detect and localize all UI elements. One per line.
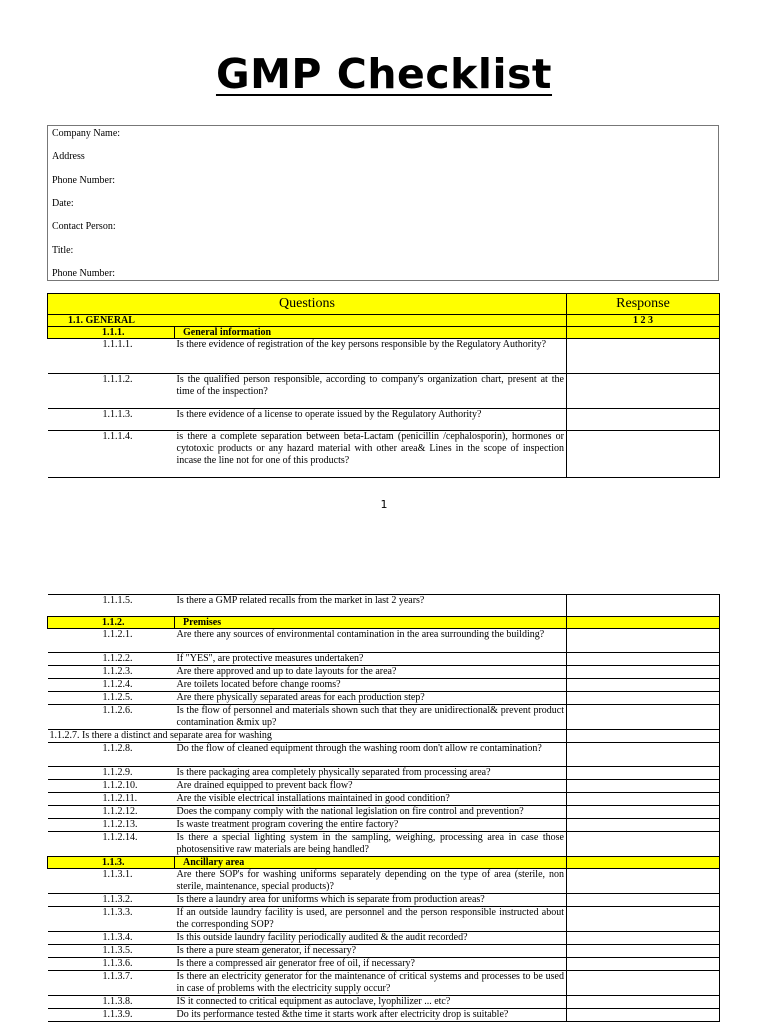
table-row xyxy=(48,945,720,958)
table-row xyxy=(48,730,720,743)
table-row xyxy=(48,780,720,793)
question-number: 1.1.2.9. xyxy=(102,767,133,778)
table-row xyxy=(48,666,720,679)
response-cell[interactable] xyxy=(567,996,720,1009)
subsection-row-general-info xyxy=(48,327,720,339)
question-text: Is this outside laundry facility periodically audited & the audit recorded? xyxy=(175,932,567,945)
contact-person-label: Contact Person: xyxy=(52,221,116,232)
checklist-table-page-2 xyxy=(47,594,720,1022)
table-header-row xyxy=(48,294,720,315)
response-cell[interactable] xyxy=(567,1009,720,1022)
question-number: 1.1.3.4. xyxy=(102,932,133,943)
checklist-table-page-1 xyxy=(47,293,720,478)
company-info-box xyxy=(47,125,719,281)
subsection-number: 1.1.2. xyxy=(102,617,125,628)
question-number: 1.1.2.6. xyxy=(102,705,133,716)
table-row xyxy=(48,743,720,767)
table-row xyxy=(48,595,720,617)
table-row xyxy=(48,1009,720,1022)
question-text: Is there evidence of registration of the key persons responsible by the Regulatory Authority? xyxy=(175,339,567,374)
page-number: 1 xyxy=(380,498,388,511)
table-row xyxy=(48,869,720,894)
question-text: Is there a GMP related recalls from the market in last 2 years? xyxy=(175,595,567,617)
table-row xyxy=(48,832,720,857)
table-row xyxy=(48,894,720,907)
response-cell[interactable] xyxy=(567,595,720,617)
section-row-general xyxy=(48,315,720,327)
response-cell[interactable] xyxy=(567,780,720,793)
table-row xyxy=(48,409,720,431)
table-row xyxy=(48,806,720,819)
table-row xyxy=(48,653,720,666)
question-text: Is the flow of personnel and materials shown such that they are unidirectional& prevent product contamination &mix up? xyxy=(175,705,567,730)
question-number: 1.1.2.2. xyxy=(102,653,133,664)
section-general-label: 1.1. GENERAL xyxy=(48,315,567,327)
question-text-merged: 1.1.2.7. Is there a distinct and separate area for washing xyxy=(48,730,567,743)
response-cell[interactable] xyxy=(567,374,720,409)
response-header: Response xyxy=(567,294,720,315)
table-row xyxy=(48,996,720,1009)
response-scale: 1 2 3 xyxy=(567,315,720,327)
questions-header: Questions xyxy=(48,294,567,315)
question-number: 1.1.1.3. xyxy=(102,409,133,420)
table-row xyxy=(48,705,720,730)
table-row xyxy=(48,679,720,692)
subsection-label: Premises xyxy=(175,617,567,629)
subsection-row-premises xyxy=(48,617,720,629)
response-cell[interactable] xyxy=(567,666,720,679)
question-text: Does the company comply with the national legislation on fire control and prevention? xyxy=(175,806,567,819)
question-number: 1.1.3.6. xyxy=(102,958,133,969)
question-text: Do the flow of cleaned equipment through the washing room don't allow re contamination? xyxy=(175,743,567,767)
subsection-label: General information xyxy=(175,327,567,339)
subsection-label: Ancillary area xyxy=(175,857,567,869)
question-number: 1.1.1.1. xyxy=(102,339,133,350)
question-text: If "YES", are protective measures undertaken? xyxy=(175,653,567,666)
response-cell[interactable] xyxy=(567,832,720,857)
question-text: Is there an electricity generator for the maintenance of critical systems and processes to be used in case of problems with the electricity supply occur? xyxy=(175,971,567,996)
question-text: Are drained equipped to prevent back flow? xyxy=(175,780,567,793)
subsection-number: 1.1.1. xyxy=(48,327,175,339)
question-text: Is there packaging area completely physically separated from processing area? xyxy=(175,767,567,780)
table-row xyxy=(48,629,720,653)
question-text: Is there a pure steam generator, if necessary? xyxy=(175,945,567,958)
phone-number-label: Phone Number: xyxy=(52,175,116,186)
question-text: Is the qualified person responsible, according to company's organization chart, present at the time of the inspection? xyxy=(175,374,567,409)
question-text: Are there any sources of environmental contamination in the area surrounding the building? xyxy=(175,629,567,653)
table-row xyxy=(48,767,720,780)
question-number: 1.1.3.2. xyxy=(102,894,133,905)
response-cell[interactable] xyxy=(567,679,720,692)
response-cell[interactable] xyxy=(567,327,720,339)
response-cell[interactable] xyxy=(567,932,720,945)
phone-number-label-2: Phone Number: xyxy=(52,268,116,279)
response-cell[interactable] xyxy=(567,793,720,806)
response-cell[interactable] xyxy=(567,431,720,478)
table-row xyxy=(48,692,720,705)
question-number: 1.1.3.1. xyxy=(102,869,133,880)
response-cell[interactable] xyxy=(567,819,720,832)
table-row xyxy=(48,932,720,945)
table-row xyxy=(48,339,720,374)
response-cell[interactable] xyxy=(567,409,720,431)
response-cell[interactable] xyxy=(567,894,720,907)
question-number: 1.1.1.4. xyxy=(102,431,133,442)
company-name-label: Company Name: xyxy=(52,128,121,139)
question-text: Do its performance tested &the time it starts work after electricity drop is suitable? xyxy=(175,1009,567,1022)
question-text: Is there evidence of a license to operate issued by the Regulatory Authority? xyxy=(175,409,567,431)
question-text: Is there a laundry area for uniforms which is separate from production areas? xyxy=(175,894,567,907)
response-cell[interactable] xyxy=(567,971,720,996)
question-number: 1.1.3.8. xyxy=(102,996,133,1007)
response-cell[interactable] xyxy=(567,945,720,958)
question-text: Is there a special lighting system in the sampling, weighing, processing area in case those photosensitive raw materials are being handled? xyxy=(175,832,567,857)
response-cell[interactable] xyxy=(567,339,720,374)
question-number: 1.1.2.13. xyxy=(102,819,138,830)
table-row xyxy=(48,958,720,971)
response-cell[interactable] xyxy=(567,857,720,869)
date-label: Date: xyxy=(52,198,74,209)
question-number: 1.1.3.7. xyxy=(102,971,133,982)
response-cell[interactable] xyxy=(567,653,720,666)
question-text: Are there approved and up to date layouts for the area? xyxy=(175,666,567,679)
question-number: 1.1.1.2. xyxy=(102,374,133,385)
response-cell[interactable] xyxy=(567,907,720,932)
subsection-row-ancillary xyxy=(48,857,720,869)
question-number: 1.1.2.10. xyxy=(102,780,138,791)
table-row xyxy=(48,819,720,832)
question-text: Are there SOP's for washing uniforms separately depending on the type of area (sterile, non sterile, maintenance, special products)? xyxy=(175,869,567,894)
question-text: Are toilets located before change rooms? xyxy=(175,679,567,692)
response-cell[interactable] xyxy=(567,629,720,653)
title-label: Title: xyxy=(52,245,74,256)
response-cell[interactable] xyxy=(567,730,720,743)
question-text: is there a complete separation between beta-Lactam (penicillin /cephalosporin), hormones or cytotoxic products or any hazard material with other area& Lines in the scope of inspection incase the line not for one of this products? xyxy=(175,431,567,478)
response-cell[interactable] xyxy=(567,958,720,971)
question-number: 1.1.3.3. xyxy=(102,907,133,918)
address-label: Address xyxy=(52,151,85,162)
question-number: 1.1.1.5. xyxy=(102,595,133,606)
response-cell[interactable] xyxy=(567,617,720,629)
question-number: 1.1.2.14. xyxy=(102,832,138,843)
table-row xyxy=(48,431,720,478)
response-cell[interactable] xyxy=(567,743,720,767)
question-text: If an outside laundry facility is used, are personnel and the person responsible instructed about the corresponding SOP? xyxy=(175,907,567,932)
response-cell[interactable] xyxy=(567,705,720,730)
table-row xyxy=(48,907,720,932)
question-number: 1.1.2.1. xyxy=(102,629,133,640)
question-text: IS it connected to critical equipment as autoclave, lyophilizer ... etc? xyxy=(175,996,567,1009)
table-row xyxy=(48,971,720,996)
response-cell[interactable] xyxy=(567,869,720,894)
question-number: 1.1.3.5. xyxy=(102,945,133,956)
question-number: 1.1.2.11. xyxy=(102,793,138,804)
question-text: Are there physically separated areas for each production step? xyxy=(175,692,567,705)
table-row xyxy=(48,793,720,806)
response-cell[interactable] xyxy=(567,692,720,705)
question-text: Is waste treatment program covering the entire factory? xyxy=(175,819,567,832)
question-number: 1.1.2.5. xyxy=(102,692,133,703)
question-number: 1.1.3.9. xyxy=(102,1009,133,1020)
question-number: 1.1.2.12. xyxy=(102,806,138,817)
question-number: 1.1.2.4. xyxy=(102,679,133,690)
question-number: 1.1.2.8. xyxy=(102,743,133,754)
question-text: Is there a compressed air generator free of oil, if necessary? xyxy=(175,958,567,971)
question-text: Are the visible electrical installations maintained in good condition? xyxy=(175,793,567,806)
table-row xyxy=(48,374,720,409)
question-number: 1.1.2.3. xyxy=(102,666,133,677)
document-title: GMP Checklist xyxy=(215,50,553,98)
response-cell[interactable] xyxy=(567,806,720,819)
subsection-number: 1.1.3. xyxy=(102,857,125,868)
response-cell[interactable] xyxy=(567,767,720,780)
